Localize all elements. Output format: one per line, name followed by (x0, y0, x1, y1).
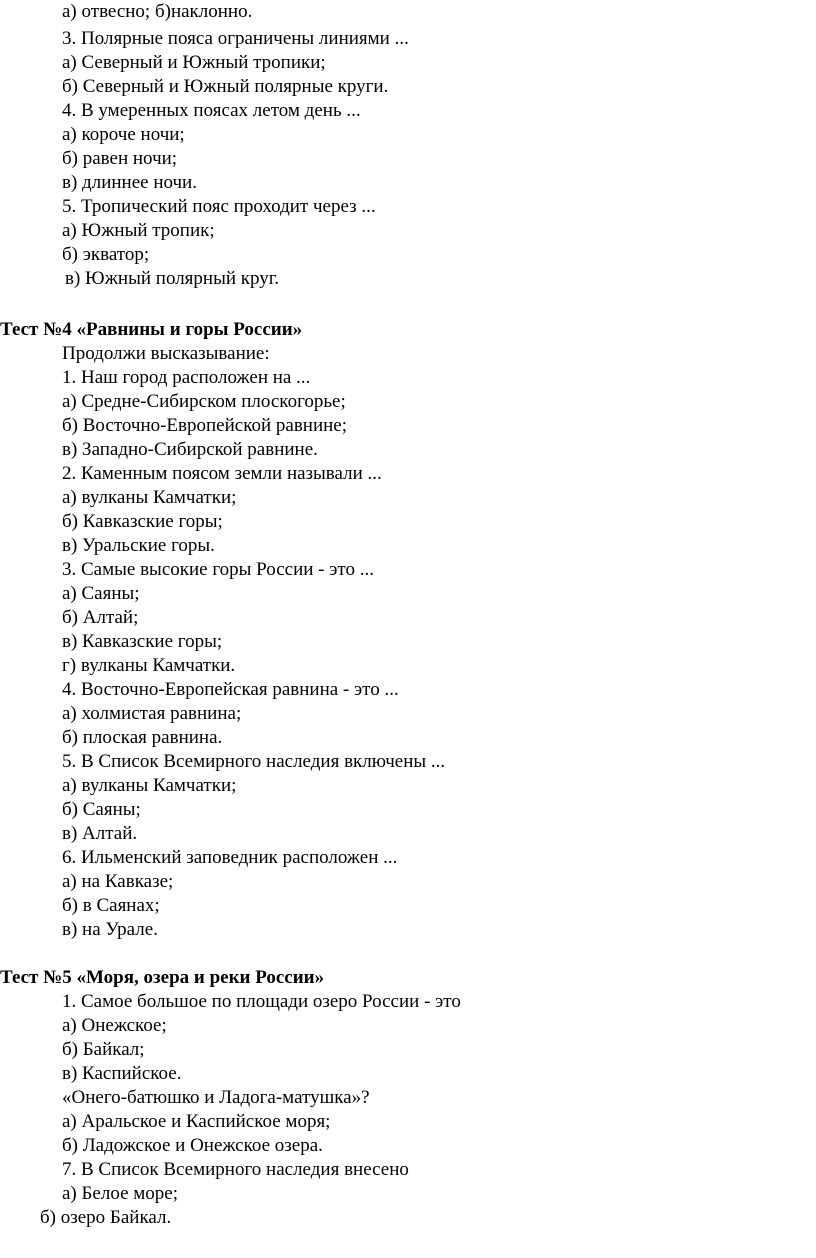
answer-line: а) короче ночи; (62, 124, 185, 145)
answer-line: б) озеро Байкал. (40, 1207, 172, 1228)
answer-line: а) Южный тропик; (62, 220, 215, 241)
answer-line: в) Каспийское. (62, 1063, 182, 1084)
answer-line: а) холмистая равнина; (62, 703, 242, 724)
question-line: 7. В Список Всемирного наследия внесено (62, 1159, 409, 1180)
answer-line: б) Кавказские горы; (62, 511, 223, 532)
answer-line: б) Восточно-Европейской равнине; (62, 415, 348, 436)
answer-line: в) Кавказские горы; (62, 631, 223, 652)
question-line: 5. Тропический пояс проходит через ... (62, 196, 376, 217)
question-line: 5. В Список Всемирного наследия включены ... (62, 751, 446, 772)
answer-line: б) Байкал; (62, 1039, 145, 1060)
answer-line: б) Ладожское и Онежское озера. (62, 1135, 323, 1156)
question-line: 4. Восточно-Европейская равнина - это ... (62, 679, 399, 700)
answer-line: б) Северный и Южный полярные круги. (62, 76, 389, 97)
answer-line: а) Средне-Сибирском плоскогорье; (62, 391, 346, 412)
answer-line: в) Западно-Сибирской равнине. (62, 439, 318, 460)
question-line: 3. Самые высокие горы России - это ... (62, 559, 374, 580)
answer-line: б) равен ночи; (62, 148, 178, 169)
answer-line: а) вулканы Камчатки; (62, 487, 237, 508)
question-line: «Онего-батюшко и Ладога-матушка»? (62, 1087, 370, 1108)
answer-line: а) Саяны; (62, 583, 140, 604)
answer-line: в) Южный полярный круг. (65, 268, 280, 289)
section-heading: Тест №5 «Моря, озера и реки России» (0, 967, 325, 988)
question-line: 3. Полярные пояса ограничены линиями ... (62, 28, 409, 49)
answer-line: а) вулканы Камчатки; (62, 775, 237, 796)
answer-line: в) Алтай. (62, 823, 138, 844)
answer-line: б) экватор; (62, 244, 150, 265)
answer-line: а) Северный и Южный тропики; (62, 52, 326, 73)
answer-line: а) Белое море; (62, 1183, 178, 1204)
instruction-line: Продолжи высказывание: (62, 343, 270, 364)
question-line: 2. Каменным поясом земли называли ... (62, 463, 382, 484)
answer-line: б) плоская равнина. (62, 727, 223, 748)
question-line: 1. Наш город расположен на ... (62, 367, 311, 388)
text-line: а) отвесно; б)наклонно. (62, 1, 253, 22)
answer-line: б) Алтай; (62, 607, 139, 628)
answer-line: б) Саяны; (62, 799, 141, 820)
answer-line: г) вулканы Камчатки. (62, 655, 236, 676)
answer-line: б) в Саянах; (62, 895, 160, 916)
answer-line: в) длиннее ночи. (62, 172, 197, 193)
answer-line: в) Уральские горы. (62, 535, 215, 556)
question-line: 1. Самое большое по площади озеро России - это (62, 991, 461, 1012)
question-line: 4. В умеренных поясах летом день ... (62, 100, 361, 121)
section-heading: Тест №4 «Равнины и горы России» (0, 319, 303, 340)
answer-line: а) Онежское; (62, 1015, 167, 1036)
answer-line: в) на Урале. (62, 919, 158, 940)
answer-line: а) на Кавказе; (62, 871, 174, 892)
answer-line: а) Аральское и Каспийское моря; (62, 1111, 331, 1132)
question-line: 6. Ильменский заповедник расположен ... (62, 847, 398, 868)
